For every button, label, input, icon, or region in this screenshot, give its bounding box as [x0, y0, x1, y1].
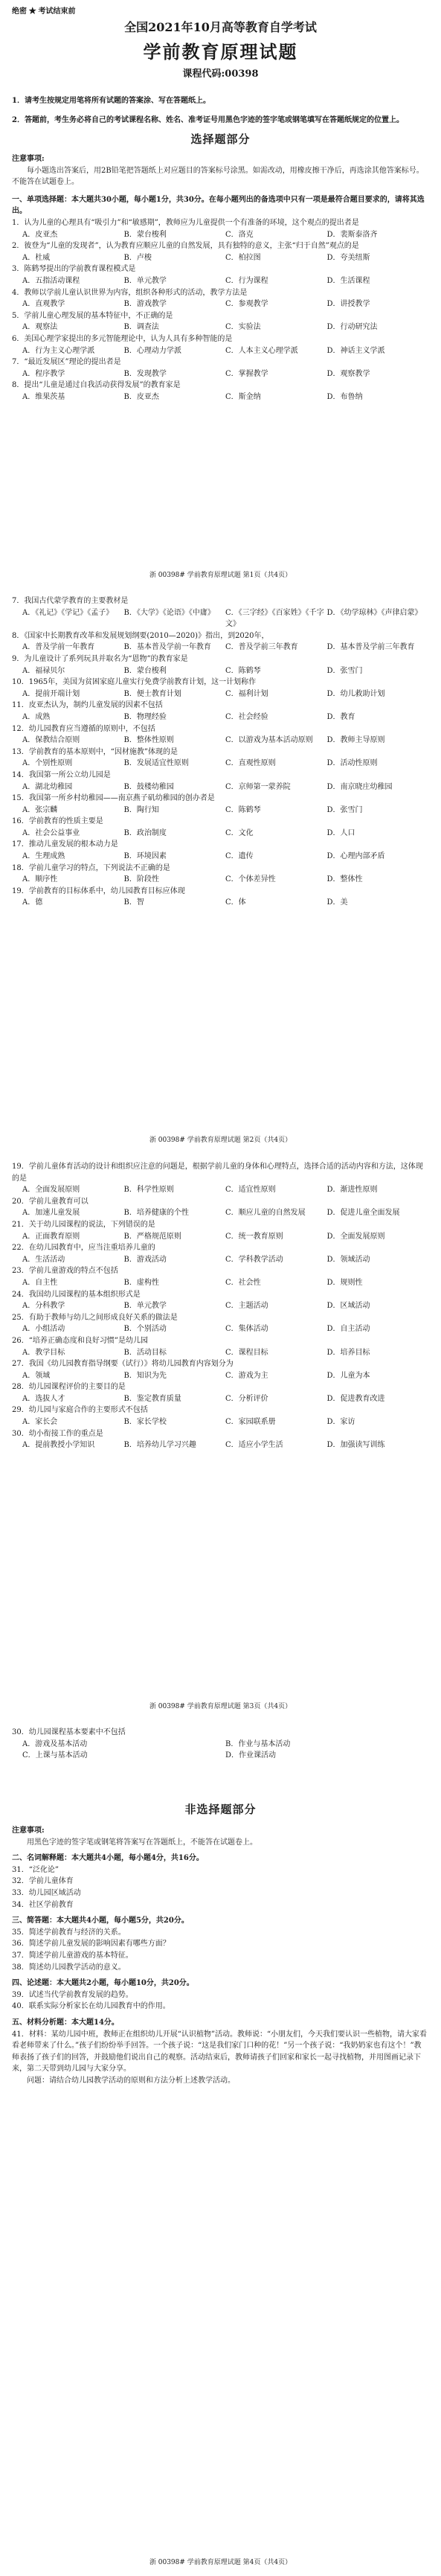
option: A．湖北幼稚园 — [22, 782, 73, 791]
option: B．《大学》《论语》《中庸》 — [123, 608, 215, 617]
option: B．科学性原则 — [123, 1186, 174, 1195]
question-list-page2 — [12, 595, 428, 909]
option: C．福利计划 — [225, 689, 268, 698]
sec3-item: 36．简述学前儿童发展的影响因素有哪些方面？ — [12, 1940, 170, 1949]
option: A．成熟 — [22, 712, 51, 721]
option: B．单元教学 — [123, 276, 167, 285]
option: D．领域活动 — [326, 1255, 370, 1264]
question-stem: 19．学前教育的目标体系中，幼儿园教育目标应体现 — [12, 886, 185, 895]
option: D．规则性 — [326, 1278, 363, 1287]
option: C．集体活动 — [225, 1325, 268, 1334]
question-stem: 26．“培养正确态度和良好习惯”是幼儿园 — [12, 1336, 148, 1345]
option: D．人口 — [326, 828, 355, 837]
option: C．适宜性原则 — [225, 1186, 276, 1195]
option: B．基本普及学前一年教育 — [123, 643, 211, 652]
option: D．自主活动 — [326, 1325, 370, 1334]
option: A．德 — [22, 898, 43, 907]
option: B．严格规范原则 — [123, 1232, 181, 1241]
option: B．蒙台梭利 — [123, 666, 167, 675]
option: C．实验法 — [225, 323, 261, 332]
option: C．普及学前三年教育 — [225, 643, 298, 652]
option: C．分析评价 — [225, 1394, 268, 1403]
option: C．陈鹤琴 — [225, 666, 261, 675]
option: C．文化 — [225, 828, 254, 837]
question-options — [12, 1370, 428, 1382]
option: A．提前开端计划 — [22, 689, 80, 698]
option: C．遗传 — [225, 852, 254, 861]
question-stem: 7．“最近发展区”理论的提出者是 — [12, 358, 121, 367]
part1-block — [12, 153, 428, 403]
option: B．单元教学 — [123, 1302, 167, 1311]
question-stem: 2．彼登为“儿童的发现者”，认为教育应顺应儿童的自然发展，具有独特的意义，主张“归于自然”观点的是 — [12, 242, 359, 251]
sec3-item: 37．简述学前儿童游戏的基本特征。 — [12, 1951, 133, 1960]
question-options — [12, 805, 428, 816]
question-options — [12, 735, 428, 747]
question-options — [12, 252, 428, 264]
option: A．领域 — [22, 1371, 51, 1380]
option: C．社会经验 — [225, 712, 268, 721]
page-footer-3: 浙 00398# 学前教育原理试题 第3页（共4页） — [149, 1703, 292, 1710]
option: C．以游戏为基本活动原则 — [225, 736, 313, 745]
question-list-page1 — [12, 217, 428, 403]
sec2-item: 34．社区学前教育 — [12, 1900, 74, 1909]
option: B．物理经验 — [123, 712, 167, 721]
option: B．虚构性 — [123, 1278, 159, 1287]
part2-block — [12, 1825, 428, 2086]
option: B．阶段性 — [123, 875, 159, 884]
question-options — [12, 758, 428, 770]
question-stem: 15．我国第一所乡村幼稚园——南京燕子矶幼稚园的创办者是 — [12, 794, 215, 803]
option: D．促进教育改进 — [326, 1394, 385, 1403]
option: D．加强读写训练 — [326, 1441, 385, 1450]
question-options — [12, 298, 428, 310]
option: C．人本主义心理学派 — [225, 346, 298, 355]
sec2-item: 33．幼儿园区域活动 — [12, 1888, 81, 1897]
question-options — [12, 828, 428, 840]
question-stem: 1．认为儿童的心理具有“吸引力”和“敏感期”，教师应为儿童提供一个有准备的环境，这个观点的提出者是 — [12, 218, 359, 227]
question-options — [12, 607, 428, 630]
option: A．五指活动课程 — [22, 276, 80, 285]
sec4-item: 39．试述当代学前教育发展的趋势。 — [12, 1990, 133, 1999]
question-options — [12, 1300, 428, 1312]
page-footer-4: 浙 00398# 学前教育原理试题 第4页（共4页） — [149, 2559, 292, 2566]
option: C．直观性原则 — [225, 759, 276, 768]
option: A．张宗麟 — [22, 805, 58, 814]
option: D．南京晓庄幼稚园 — [326, 782, 393, 791]
note-text: 每小题选出答案后，用2B铅笔把答题纸上对应题目的答案标号涂黑。如需改动，用橡皮擦干净后，再选涂其他答案标号。不能答在试题卷上。 — [12, 166, 424, 187]
question-options — [12, 782, 428, 793]
question-stem: 20．学前儿童教育可以 — [12, 1197, 88, 1206]
section-title-objective: 选择题部分 — [190, 132, 251, 146]
sec3-item: 38．简述幼儿园教学活动的意义。 — [12, 1963, 126, 1972]
question-stem: 22．在幼儿园教育中，应当注重培养儿童的 — [12, 1244, 155, 1253]
option: C．柏拉图 — [225, 253, 261, 262]
option: D．行动研究法 — [326, 323, 378, 332]
option: B．心理动力学派 — [123, 346, 181, 355]
option: B．调查法 — [123, 323, 159, 332]
option: D．整体性 — [326, 875, 363, 884]
note-text-2: 用黑色字迹的签字笔或钢笔将答案写在答题纸上，不能答在试题卷上。 — [27, 1838, 257, 1847]
option: A．生理成熟 — [22, 852, 65, 861]
option: D．教育 — [326, 712, 355, 721]
option: B．个别活动 — [123, 1325, 167, 1334]
question-stem: 11．皮亚杰认为，制约儿童发展的因素不包括 — [12, 701, 163, 710]
option: A．直观教学 — [22, 300, 65, 309]
option: D．基本普及学前三年教育 — [326, 643, 415, 652]
notice-2: 2．答题前，考生务必将自己的考试课程名称、姓名、准考证号用黑色字迹的签字笔或钢笔填写在答题纸规定的位置上。 — [12, 116, 404, 124]
option: B．整体性原则 — [123, 736, 174, 745]
option: D．《幼学琼林》《声律启蒙》 — [326, 608, 422, 617]
question-stem: 10．1965年，美国为贫困家庭儿童实行免费学前教育计划，这一计划称作 — [12, 678, 257, 687]
option: C．行为课程 — [225, 276, 268, 285]
page3-block — [12, 1161, 428, 1451]
option: C．京师第一蒙养院 — [225, 782, 291, 791]
question-options — [12, 229, 428, 241]
question-options — [12, 1323, 428, 1335]
course-code: 课程代码:00398 — [182, 68, 259, 80]
question-options — [12, 851, 428, 863]
option: D．培养目标 — [326, 1348, 370, 1357]
option: B．发展适宜性原则 — [123, 759, 189, 768]
option: A．保教结合原则 — [22, 736, 80, 745]
q30-stem: 30．幼儿园课程基本要素中不包括 — [12, 1728, 126, 1736]
option: C．适应小学生活 — [225, 1441, 283, 1450]
option: B．发现教学 — [123, 369, 167, 378]
option: A．社会公益事业 — [22, 828, 80, 837]
option: B．蒙台梭利 — [123, 230, 167, 239]
sec2-head: 二、名词解释题：本大题共4小题，每小题4分，共16分。 — [12, 1854, 204, 1863]
option: D．生活课程 — [326, 276, 370, 285]
option: D．教师主导原则 — [326, 736, 385, 745]
option: D．渐进性原则 — [326, 1186, 378, 1195]
option: D．区域活动 — [326, 1302, 370, 1311]
question-options — [12, 368, 428, 380]
option: A．福禄贝尔 — [22, 666, 65, 675]
option: D．讲授教学 — [326, 300, 370, 309]
notice-1: 1．请考生按规定用笔将所有试题的答案涂、写在答题纸上。 — [12, 97, 210, 105]
option: A．自主性 — [22, 1278, 58, 1287]
option: B．家长学校 — [123, 1418, 167, 1427]
question-options — [12, 897, 428, 909]
option: C．社会性 — [225, 1278, 261, 1287]
option: B．游戏活动 — [123, 1255, 167, 1264]
question-options — [12, 1393, 428, 1405]
option: A．维果茨基 — [22, 392, 65, 401]
option: C．体 — [225, 898, 246, 907]
option: A．分科教学 — [22, 1302, 65, 1311]
sec4-head: 四、论述题：本大题共2小题，每小题10分，共20分。 — [12, 1979, 194, 1988]
option: C．主题活动 — [225, 1302, 268, 1311]
question-stem: 14．我国第一所公立幼儿园是 — [12, 770, 111, 779]
question-options — [12, 1439, 428, 1451]
option: C．统一教育原则 — [225, 1232, 283, 1241]
option: A．正面教育原则 — [22, 1232, 80, 1241]
option: A．程序教学 — [22, 369, 65, 378]
question-options — [12, 322, 428, 333]
question-list-page3 — [12, 1161, 428, 1451]
option: B．陶行知 — [123, 805, 159, 814]
option: B．知识为先 — [123, 1371, 167, 1380]
question-stem: 21．关于幼儿园课程的说法，下列错误的是 — [12, 1220, 155, 1229]
question-stem: 8．提出“儿童是通过自我活动获得发展”的教育家是 — [12, 381, 181, 390]
option: C．家园联系册 — [225, 1418, 276, 1427]
option: A．全面发展原则 — [22, 1186, 80, 1195]
option: B．活动目标 — [123, 1348, 167, 1357]
material-text: 41．材料：某幼儿园中班，教师正在组织幼儿开展“认识植物”活动。教师说：“小朋友们，今天我们要认识一些植物，请大家看看老师带来了什么。”孩子们纷纷举手回答。一个孩子说：“这是我们家门口种的花！”另一个孩子说：“我奶奶家也有这个！”教师表扬了孩子们的回答，并鼓励他们说出自己的观察。活动结束后，教师请孩子们回家和家长一起寻找植物，并用图画记录下来，第二天带到幼儿园与大家分享。 — [12, 2030, 428, 2074]
material-question: 问题：请结合幼儿园教学活动的原则和方法分析上述教学活动。 — [27, 2076, 235, 2085]
page4-block — [12, 1727, 428, 1762]
option: A．家长会 — [22, 1418, 58, 1427]
question-stem: 7．我国古代蒙学教育的主要教材是 — [12, 597, 129, 605]
page-footer-1: 浙 00398# 学前教育原理试题 第1页（共4页） — [149, 572, 292, 579]
sec5-head: 五、材料分析题：本大题14分。 — [12, 2018, 119, 2027]
question-options — [12, 1207, 428, 1219]
option: B．政治制度 — [123, 828, 167, 837]
option: C．陈鹤琴 — [225, 805, 261, 814]
question-options — [12, 275, 428, 287]
option: B．卢梭 — [123, 253, 152, 262]
section-title-subjective: 非选择题部分 — [184, 1803, 257, 1816]
question-options — [12, 391, 428, 403]
option: A．游戏及基本活动 — [22, 1739, 88, 1748]
q30-options — [12, 1739, 428, 1762]
option: D．张雪门 — [326, 666, 363, 675]
option: C．斯金纳 — [225, 392, 261, 401]
page-footer-2: 浙 00398# 学前教育原理试题 第2页（共4页） — [149, 1137, 292, 1144]
option: D．裴斯泰洛齐 — [326, 230, 378, 239]
question-options — [12, 688, 428, 700]
option: A．杜威 — [22, 253, 51, 262]
option: B．作业与基本活动 — [225, 1739, 291, 1748]
option: A．普及学前一年教育 — [22, 643, 95, 652]
option: D．观察教学 — [326, 369, 370, 378]
option: A．皮亚杰 — [22, 230, 58, 239]
question-options — [12, 1347, 428, 1359]
question-stem: 24．我国幼儿园课程的基本组织形式是 — [12, 1290, 141, 1299]
question-stem: 18．学前儿童学习的特点，下列说法不正确的是 — [12, 863, 170, 872]
sec3-item: 35．简述学前教育与经济的关系。 — [12, 1928, 126, 1937]
question-stem: 27．我国《幼儿园教育指导纲要（试行）》将幼儿园教育内容划分为 — [12, 1360, 234, 1369]
note-title-2: 注意事项: — [12, 1826, 45, 1835]
option: D．促进儿童全面发展 — [326, 1209, 400, 1218]
option: C．上课与基本活动 — [22, 1751, 88, 1760]
option: B．游戏教学 — [123, 300, 167, 309]
question-stem: 23．学前儿童游戏的特点不包括 — [12, 1267, 118, 1276]
exam-notices — [12, 88, 428, 134]
question-options — [12, 1184, 428, 1196]
question-stem: 28．幼儿园课程评价的主要目的是 — [12, 1383, 126, 1392]
option: B．环境因素 — [123, 852, 167, 861]
option: B．皮亚杰 — [123, 392, 159, 401]
option: B．鼓楼幼稚园 — [123, 782, 174, 791]
option: B．培养健康的个性 — [123, 1209, 189, 1218]
option: D．美 — [326, 898, 348, 907]
question-stem: 19．学前儿童体育活动的设计和组织应注意的问题是，根据学前儿童的身体和心理特点，选择合适的活动内容和方法，这体现的是 — [12, 1163, 423, 1183]
question-options — [12, 1231, 428, 1243]
note-title: 注意事项: — [12, 155, 45, 163]
option: A．小组活动 — [22, 1325, 65, 1334]
question-options — [12, 1254, 428, 1266]
option: D．神话主义学派 — [326, 346, 385, 355]
question-stem: 3．陈鹤琴提出的学前教育课程模式是 — [12, 265, 136, 274]
option: D．夸美纽斯 — [326, 253, 370, 262]
option: D．张雪门 — [326, 805, 363, 814]
option: C．游戏为主 — [225, 1371, 268, 1380]
option: B．培养幼儿学习兴趣 — [123, 1441, 196, 1450]
question-options — [12, 712, 428, 723]
option: A．选拔人才 — [22, 1394, 65, 1403]
option: B．鉴定教育质量 — [123, 1394, 181, 1403]
option: D．布鲁纳 — [326, 392, 363, 401]
option: D．心理内部矛盾 — [326, 852, 385, 861]
question-options — [12, 1416, 428, 1428]
option: C．顺应儿童的自然发展 — [225, 1209, 306, 1218]
option: D．全面发展原则 — [326, 1232, 385, 1241]
question-stem: 25．有助于教师与幼儿之间形成良好关系的做法是 — [12, 1313, 178, 1322]
secret-mark: 绝密 ★ 考试结束前 — [12, 7, 76, 16]
question-options — [12, 345, 428, 357]
option: D．作业课活动 — [225, 1751, 277, 1760]
question-options — [12, 1277, 428, 1289]
question-stem: 17．推动儿童发展的根本动力是 — [12, 840, 118, 849]
question-stem: 30．幼小衔接工作的重点是 — [12, 1429, 103, 1438]
sec4-item: 40．联系实际分析家长在幼儿园教育中的作用。 — [12, 2002, 170, 2011]
question-options — [12, 874, 428, 886]
option: A．观察法 — [22, 323, 58, 332]
option: A．提前教授小学知识 — [22, 1441, 95, 1450]
option: C．学科教学活动 — [225, 1255, 283, 1264]
option: C．洛克 — [225, 230, 254, 239]
option: A．生活活动 — [22, 1255, 65, 1264]
subject-title: 学前教育原理试题 — [143, 41, 298, 63]
question-stem: 12．幼儿园教育应当遵循的原则中，不包括 — [12, 724, 155, 733]
option: B．便士教育计划 — [123, 689, 181, 698]
option: D．活动性原则 — [326, 759, 378, 768]
question-stem: 16．学前教育的性质主要是 — [12, 817, 103, 826]
option: A．教学目标 — [22, 1348, 65, 1357]
question-stem: 9．为儿童设计了系列玩具并取名为“恩物”的教育家是 — [12, 654, 188, 663]
option: C．个体差异性 — [225, 875, 276, 884]
question-stem: 6．美国心理学家提出的多元智能理论中，认为人具有多种智能的是 — [12, 334, 233, 343]
option: C．掌握教学 — [225, 369, 268, 378]
question-stem: 8．《国家中长期教育改革和发展规划纲要(2010—2020)》指出，到2020年， — [12, 631, 269, 640]
question-section-head: 一、单项选择题：本大题共30小题，每小题1分，共30分。在每小题列出的备选项中只有一项是最符合题目要求的，请将其选出。 — [12, 195, 425, 216]
page2-block — [12, 595, 428, 909]
option: A．顺序性 — [22, 875, 58, 884]
question-stem: 5．学前儿童心理发展的基本特征中，不正确的是 — [12, 311, 173, 320]
option: A．个别性原则 — [22, 759, 73, 768]
sec2-item: 32．学前儿童体育 — [12, 1877, 74, 1886]
option: C．课程目标 — [225, 1348, 268, 1357]
question-stem: 4．教师以学前儿童认识世界为内容，组织各种形式的活动，教学方法是 — [12, 288, 248, 297]
option: C．参观教学 — [225, 300, 268, 309]
option: D．儿童为本 — [326, 1371, 370, 1380]
question-stem: 29．幼儿园与家庭合作的主要形式不包括 — [12, 1406, 148, 1415]
option: A．行为主义心理学派 — [22, 346, 95, 355]
option: C．《三字经》《百家姓》《千字文》 — [225, 608, 324, 629]
option: B．智 — [123, 898, 144, 907]
question-options — [12, 642, 428, 653]
sec2-item: 31．“泛化论” — [12, 1865, 59, 1874]
option: A．加速儿童发展 — [22, 1209, 80, 1218]
exam-title: 全国2021年10月高等教育自学考试 — [124, 20, 317, 34]
option: A．《礼记》《学记》《孟子》 — [22, 608, 114, 617]
option: D．幼儿救助计划 — [326, 689, 385, 698]
option: D．家访 — [326, 1418, 355, 1427]
sec3-head: 三、简答题：本大题共4小题，每小题5分，共20分。 — [12, 1917, 189, 1925]
question-options — [12, 665, 428, 677]
question-stem: 13．学前教育的基本原则中，“因材施教”体现的是 — [12, 747, 178, 756]
